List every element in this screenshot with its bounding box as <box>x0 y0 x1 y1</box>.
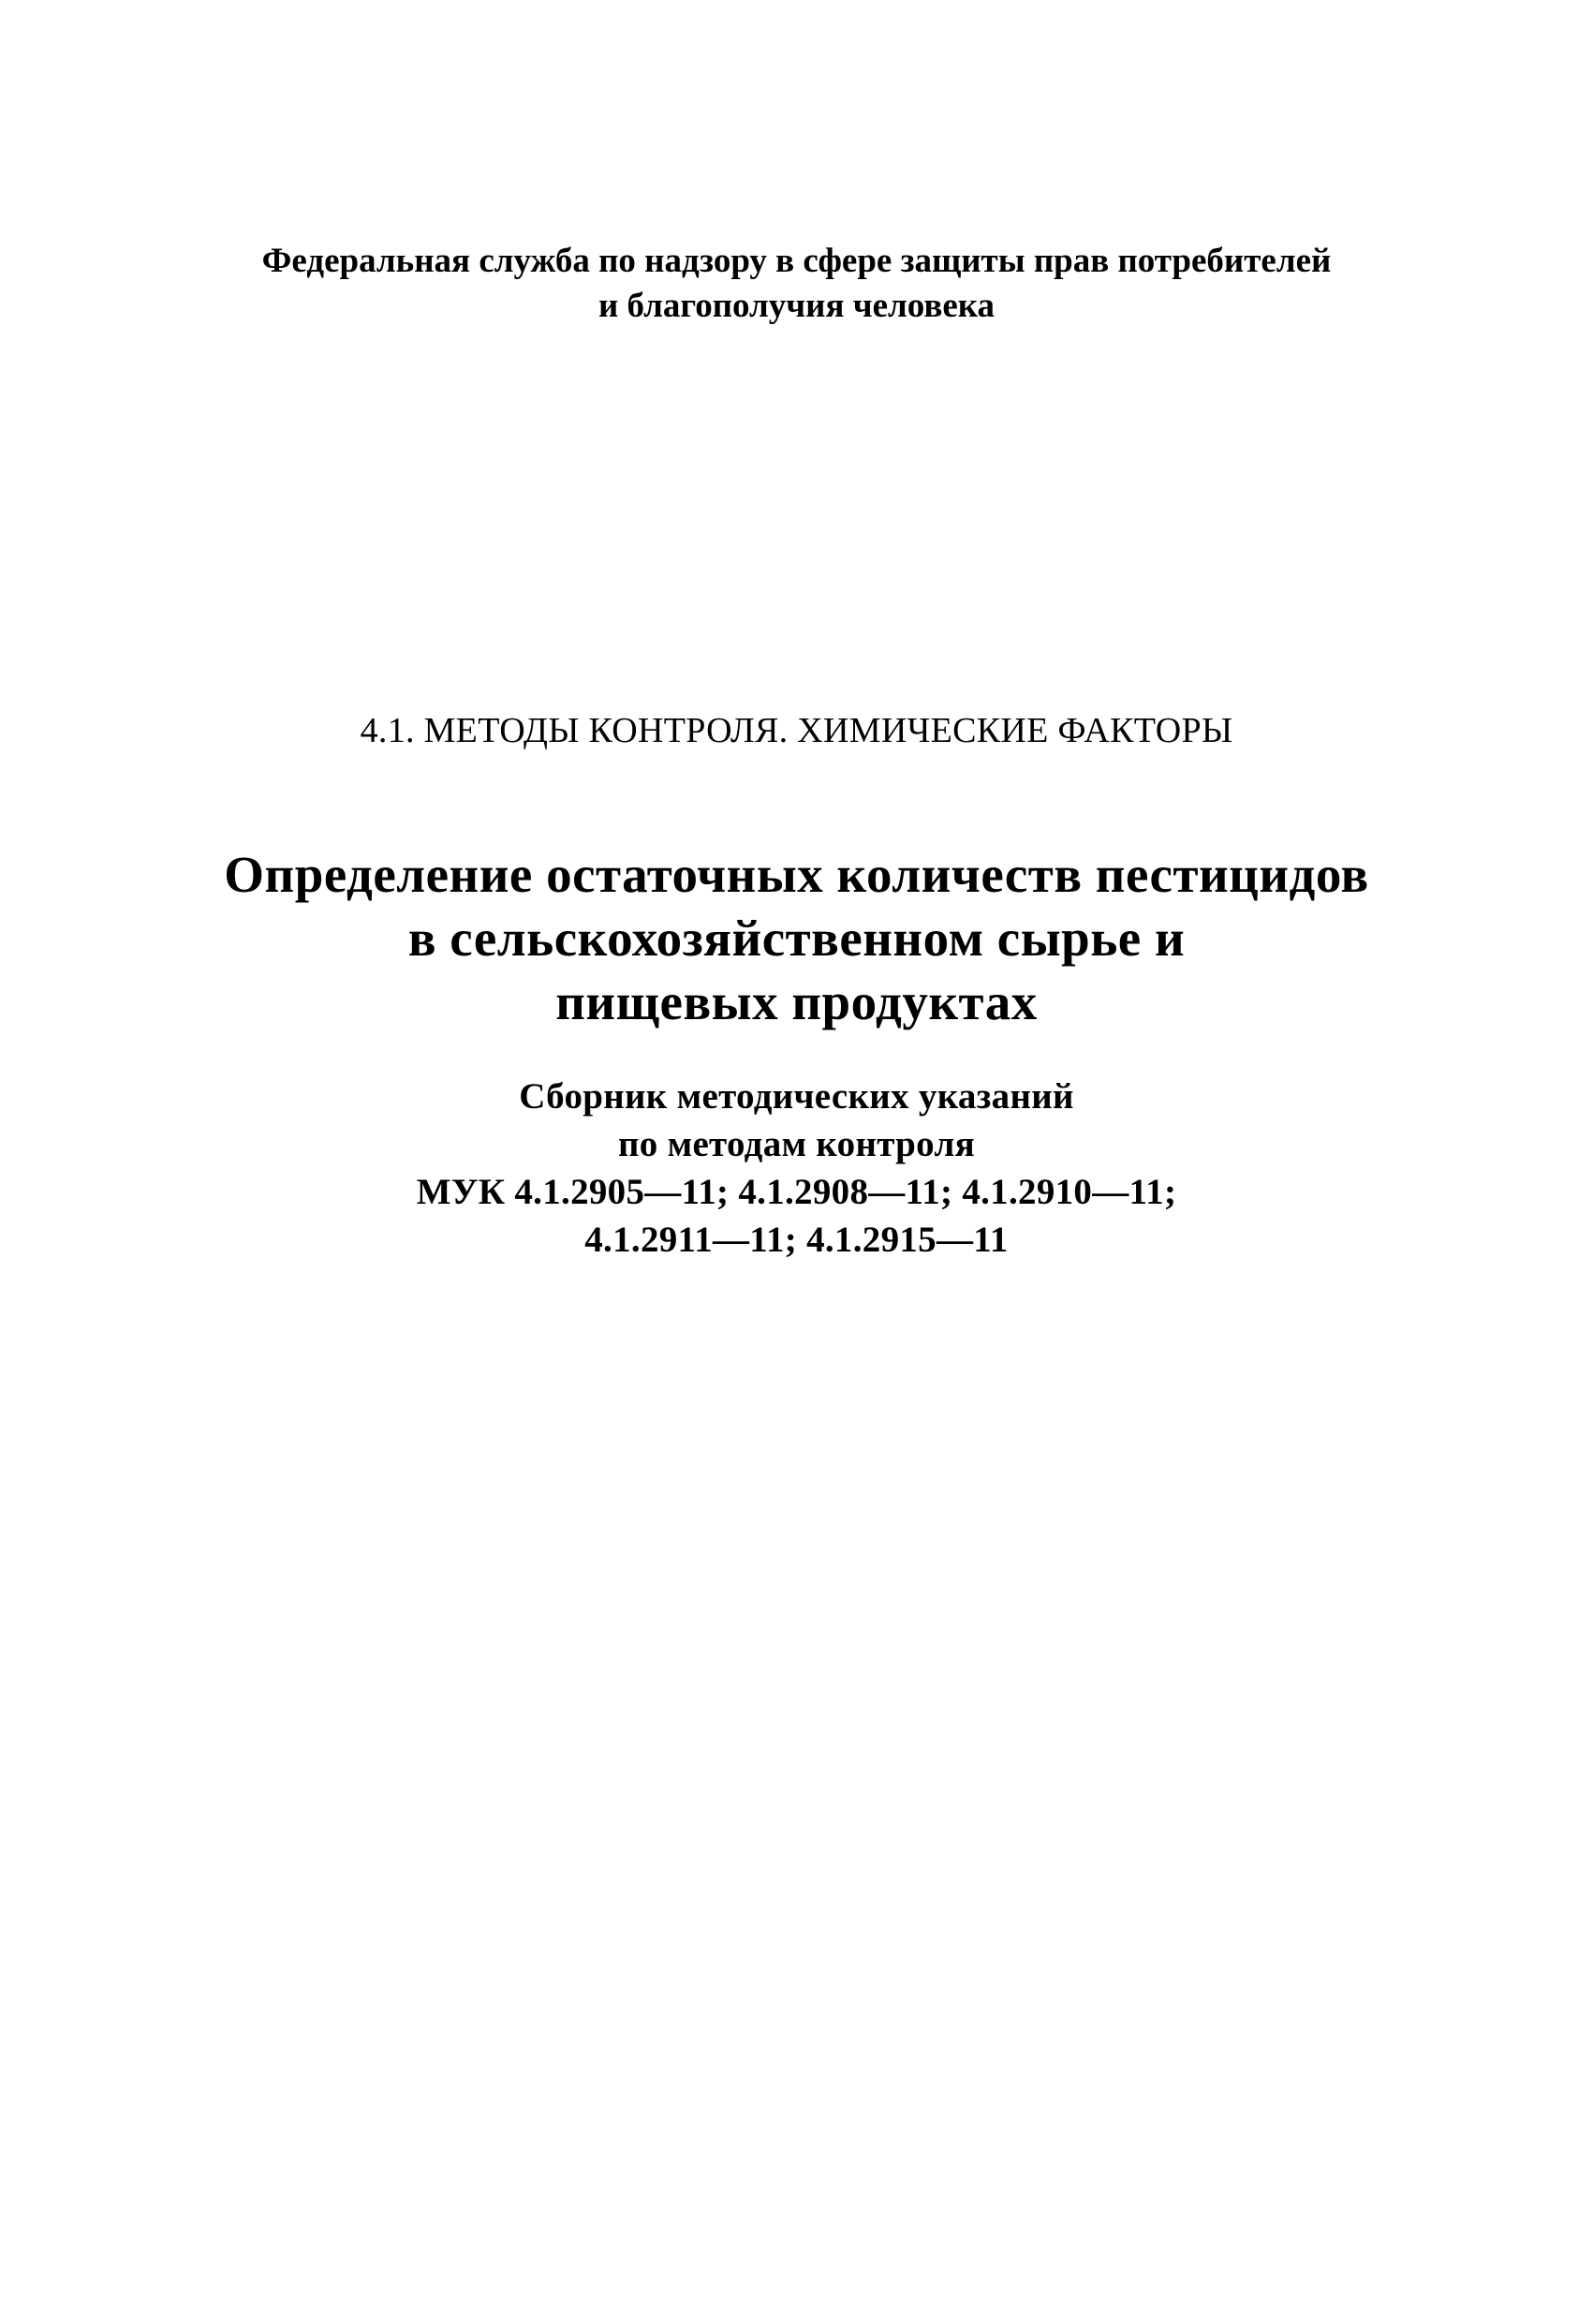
agency-line-1: Федеральная служба по надзору в сфере защиты прав потребителей <box>261 242 1332 280</box>
title-line-3: пищевых продуктах <box>555 973 1038 1030</box>
subtitle-line-1: Сборник методических указаний <box>519 1076 1074 1117</box>
subtitle-line-3: МУК 4.1.2905—11; 4.1.2908—11; 4.1.2910—11; <box>416 1172 1177 1212</box>
document-title <box>0 843 1593 1034</box>
agency-line-2: и благополучия человека <box>597 287 996 325</box>
document-subtitle <box>0 1073 1593 1264</box>
section-heading-text: 4.1. МЕТОДЫ КОНТРОЛЯ. ХИМИЧЕСКИЕ ФАКТОРЫ <box>360 711 1233 750</box>
subtitle-line-4: 4.1.2911—11; 4.1.2915—11 <box>584 1220 1009 1260</box>
title-line-2: в сельскохозяйственном сырье и <box>407 910 1186 967</box>
agency-header <box>0 239 1593 329</box>
subtitle-line-2: по методам контроля <box>617 1124 976 1164</box>
title-line-1: Определение остаточных количеств пестицидов <box>224 846 1369 903</box>
section-heading <box>0 707 1593 754</box>
